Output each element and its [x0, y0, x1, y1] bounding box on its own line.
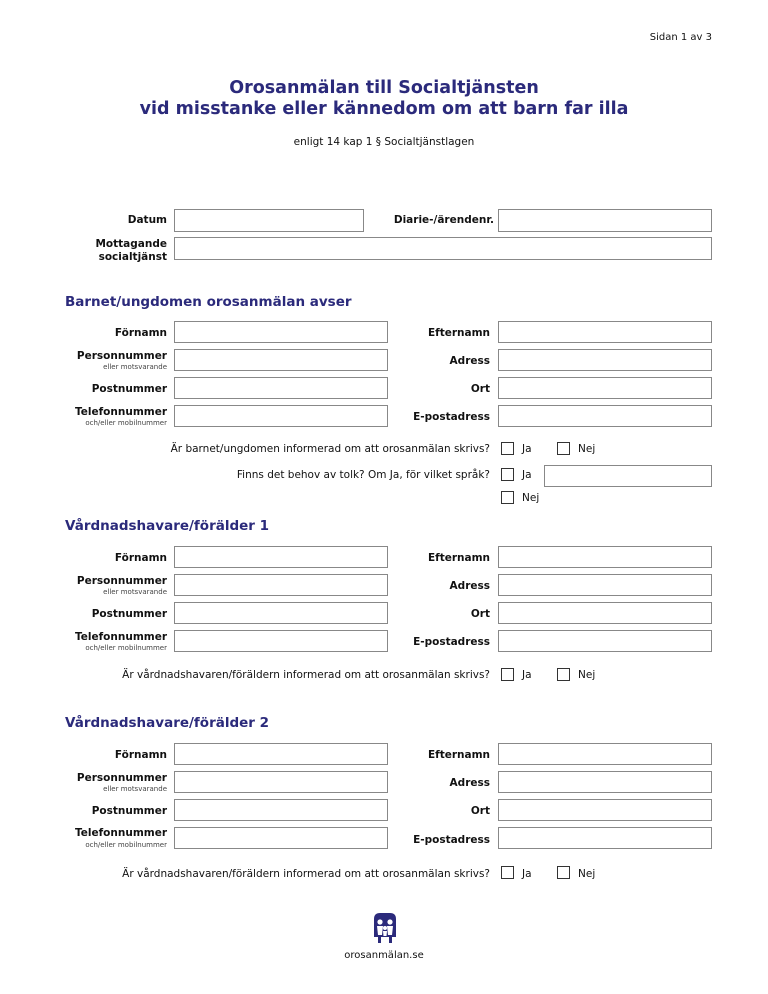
barn-telefon-label: Telefonnummer [75, 406, 167, 418]
barn-epost-label: E-postadress [413, 411, 490, 423]
barn-personnummer-label: Personnummer [76, 350, 167, 362]
vh2-epost-field[interactable] [498, 827, 712, 849]
vh2-informerad-nej-label: Nej [578, 868, 596, 880]
vh2-fornamn-field[interactable] [174, 743, 388, 765]
barn-telefon-field[interactable] [174, 405, 388, 427]
vh1-fornamn-field[interactable] [174, 546, 388, 568]
tolk-sprak-field[interactable] [544, 465, 712, 487]
vh1-adress-field[interactable] [498, 574, 712, 596]
page-number: Sidan 1 av 3 [649, 32, 712, 43]
tolk-ja-checkbox[interactable] [501, 468, 514, 481]
vh2-postnummer-field[interactable] [174, 799, 388, 821]
barn-informerad-nej-label: Nej [578, 443, 596, 455]
barn-informerad-nej-checkbox[interactable] [557, 442, 570, 455]
family-chair-logo-icon [371, 911, 399, 945]
vh2-informerad-question: Är vårdnadshavaren/föräldern informerad om att orosanmälan skrivs? [122, 868, 490, 880]
vh1-epost-label: E-postadress [413, 636, 490, 648]
barn-informerad-ja-checkbox[interactable] [501, 442, 514, 455]
mottagande-label-2: socialtjänst [98, 251, 167, 263]
title-line-1: Orosanmälan till Socialtjänsten [229, 78, 539, 98]
vh1-telefon-field[interactable] [174, 630, 388, 652]
vh1-adress-label: Adress [449, 580, 490, 592]
footer-site: orosanmälan.se [344, 950, 424, 961]
vh2-informerad-nej-checkbox[interactable] [557, 866, 570, 879]
vh2-epost-label: E-postadress [413, 834, 490, 846]
tolk-nej-checkbox[interactable] [501, 491, 514, 504]
vh1-fornamn-label: Förnamn [114, 552, 167, 564]
barn-ort-field[interactable] [498, 377, 712, 399]
vh2-postnummer-label: Postnummer [91, 805, 167, 817]
datum-field[interactable] [174, 209, 364, 232]
subtitle: enligt 14 kap 1 § Socialtjänstlagen [293, 136, 475, 148]
barn-informerad-question: Är barnet/ungdomen informerad om att orosanmälan skrivs? [170, 443, 490, 455]
barn-personnummer-field[interactable] [174, 349, 388, 371]
vh1-personnummer-field[interactable] [174, 574, 388, 596]
vh1-personnummer-label: Personnummer [76, 575, 167, 587]
vh2-telefon-field[interactable] [174, 827, 388, 849]
title-line-2: vid misstanke eller kännedom om att barn far illa [139, 99, 629, 119]
barn-epost-field[interactable] [498, 405, 712, 427]
tolk-nej-label: Nej [522, 492, 540, 504]
barn-efternamn-field[interactable] [498, 321, 712, 343]
vh1-ort-field[interactable] [498, 602, 712, 624]
mottagande-label-1: Mottagande [95, 238, 167, 250]
vh2-adress-label: Adress [449, 777, 490, 789]
vh1-informerad-ja-checkbox[interactable] [501, 668, 514, 681]
vh2-personnummer-field[interactable] [174, 771, 388, 793]
section-barn-heading: Barnet/ungdomen orosanmälan avser [65, 294, 352, 310]
vh2-efternamn-field[interactable] [498, 743, 712, 765]
vh1-informerad-nej-checkbox[interactable] [557, 668, 570, 681]
section-vh1-heading: Vårdnadshavare/förälder 1 [65, 518, 270, 534]
section-vh2-heading: Vårdnadshavare/förälder 2 [65, 715, 270, 731]
vh1-epost-field[interactable] [498, 630, 712, 652]
barn-postnummer-field[interactable] [174, 377, 388, 399]
vh2-telefon-sub: och/eller mobilnummer [85, 841, 167, 849]
barn-adress-field[interactable] [498, 349, 712, 371]
vh1-telefon-sub: och/eller mobilnummer [85, 644, 167, 652]
vh1-informerad-nej-label: Nej [578, 669, 596, 681]
barn-efternamn-label: Efternamn [427, 327, 490, 339]
vh1-personnummer-sub: eller motsvarande [103, 588, 167, 596]
barn-fornamn-field[interactable] [174, 321, 388, 343]
vh2-fornamn-label: Förnamn [114, 749, 167, 761]
vh2-personnummer-label: Personnummer [76, 772, 167, 784]
barn-adress-label: Adress [449, 355, 490, 367]
vh1-informerad-ja-label: Ja [522, 669, 532, 681]
mottagande-field[interactable] [174, 237, 712, 260]
datum-label: Datum [127, 214, 167, 226]
vh2-ort-field[interactable] [498, 799, 712, 821]
vh1-telefon-label: Telefonnummer [75, 631, 167, 643]
tolk-ja-label: Ja [522, 469, 532, 481]
vh2-informerad-ja-label: Ja [522, 868, 532, 880]
vh1-efternamn-field[interactable] [498, 546, 712, 568]
vh1-postnummer-field[interactable] [174, 602, 388, 624]
barn-postnummer-label: Postnummer [91, 383, 167, 395]
vh1-postnummer-label: Postnummer [91, 608, 167, 620]
vh2-telefon-label: Telefonnummer [75, 827, 167, 839]
barn-ort-label: Ort [470, 383, 490, 395]
barn-telefon-sub: och/eller mobilnummer [85, 419, 167, 427]
vh2-ort-label: Ort [470, 805, 490, 817]
barn-fornamn-label: Förnamn [114, 327, 167, 339]
vh1-ort-label: Ort [470, 608, 490, 620]
vh1-efternamn-label: Efternamn [427, 552, 490, 564]
vh1-informerad-question: Är vårdnadshavaren/föräldern informerad om att orosanmälan skrivs? [122, 669, 490, 681]
diarie-label: Diarie-/ärendenr. [393, 214, 494, 226]
diarie-field[interactable] [498, 209, 712, 232]
vh2-efternamn-label: Efternamn [427, 749, 490, 761]
vh2-personnummer-sub: eller motsvarande [103, 785, 167, 793]
tolk-question: Finns det behov av tolk? Om Ja, för vilket språk? [236, 469, 490, 481]
vh2-informerad-ja-checkbox[interactable] [501, 866, 514, 879]
barn-personnummer-sub: eller motsvarande [103, 363, 167, 371]
vh2-adress-field[interactable] [498, 771, 712, 793]
barn-informerad-ja-label: Ja [522, 443, 532, 455]
